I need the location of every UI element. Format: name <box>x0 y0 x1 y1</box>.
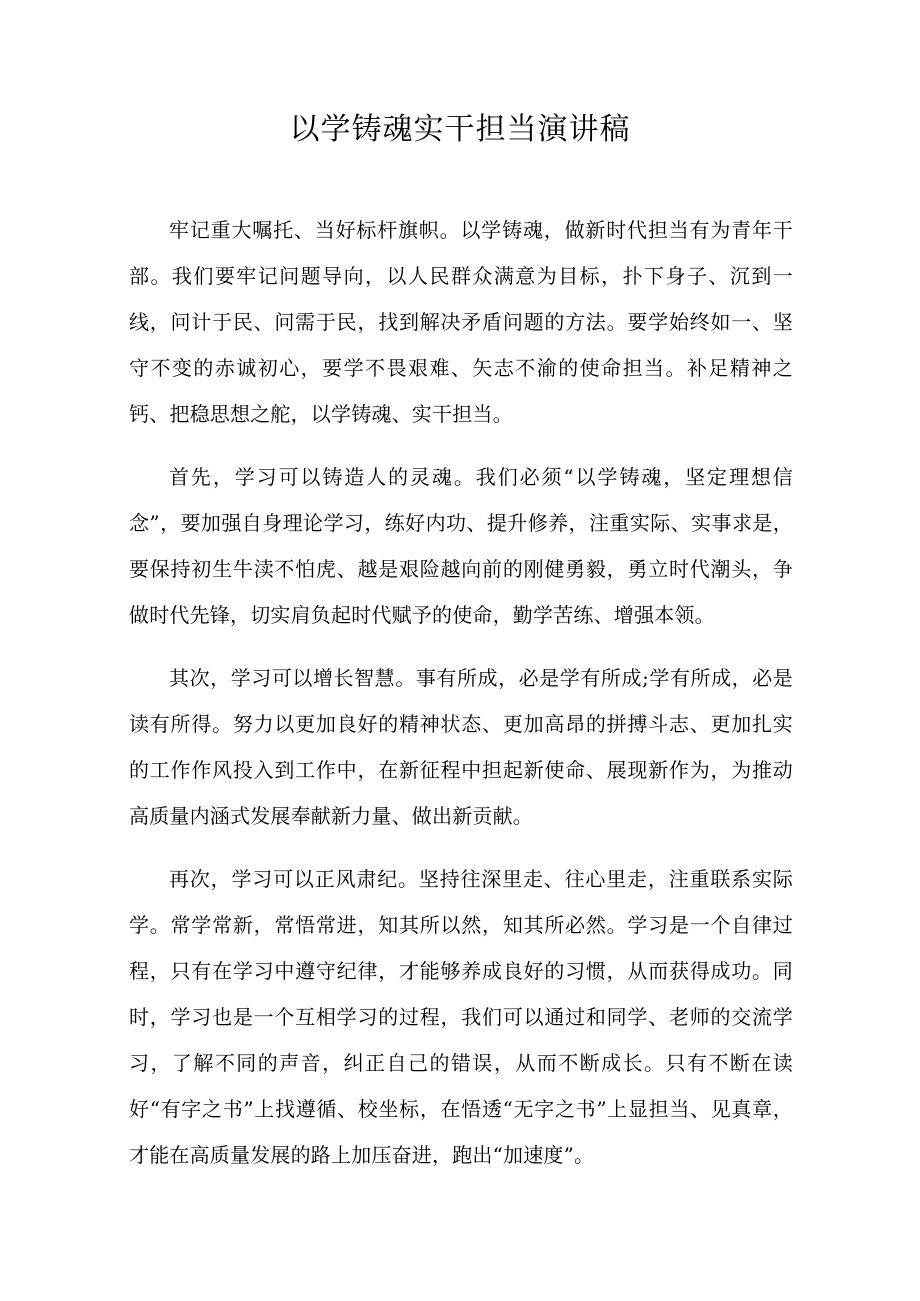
paragraph-1: 牢记重大嘱托、当好标杆旗帜。以学铸魂，做新时代担当有为青年干部。我们要牢记问题导向，以人民群众满意为目标，扑下身子、沉到一线，问计于民、问需于民，找到解决矛盾问题的方法。要学始终如一、坚守不变的赤诚初心，要学不畏艰难、矢志不渝的使命担当。补足精神之钙、把稳思想之舵，以学铸魂、实干担当。 <box>129 218 793 426</box>
document-body <box>129 207 793 1195</box>
document-title: 以学铸魂实干担当演讲稿 <box>289 112 631 147</box>
paragraph-3: 其次，学习可以增长智慧。事有所成，必是学有所成;学有所成，必是读有所得。努力以更加良好的精神状态、更加高昂的拼搏斗志、更加扎实的工作作风投入到工作中，在新征程中担起新使命、展现新作为，为推动高质量内涵式发展奉献新力量、做出新贡献。 <box>129 666 793 828</box>
paragraph-2: 首先，学习可以铸造人的灵魂。我们必须“以学铸魂，坚定理想信念”，要加强自身理论学习，练好内功、提升修养，注重实际、实事求是，要保持初生牛渎不怕虎、越是艰险越向前的刚健勇毅，勇立时代潮头，争做时代先锋，切实肩负起时代赋予的使命，勤学苦练、增强本领。 <box>129 465 793 627</box>
paragraph-4: 再次，学习可以正风肃纪。坚持往深里走、往心里走，注重联系实际学。常学常新，常悟常进，知其所以然，知其所必然。学习是一个自律过程，只有在学习中遵守纪律，才能够养成良好的习惯，从而获得成功。同时，学习也是一个互相学习的过程，我们可以通过和同学、老师的交流学习，了解不同的声音，纠正自己的错误，从而不断成长。只有不断在读好“有字之书”上找遵循、校坐标，在悟透“无字之书”上显担当、见真章，才能在高质量发展的路上加压奋进，跑出“加速度”。 <box>129 867 793 1167</box>
